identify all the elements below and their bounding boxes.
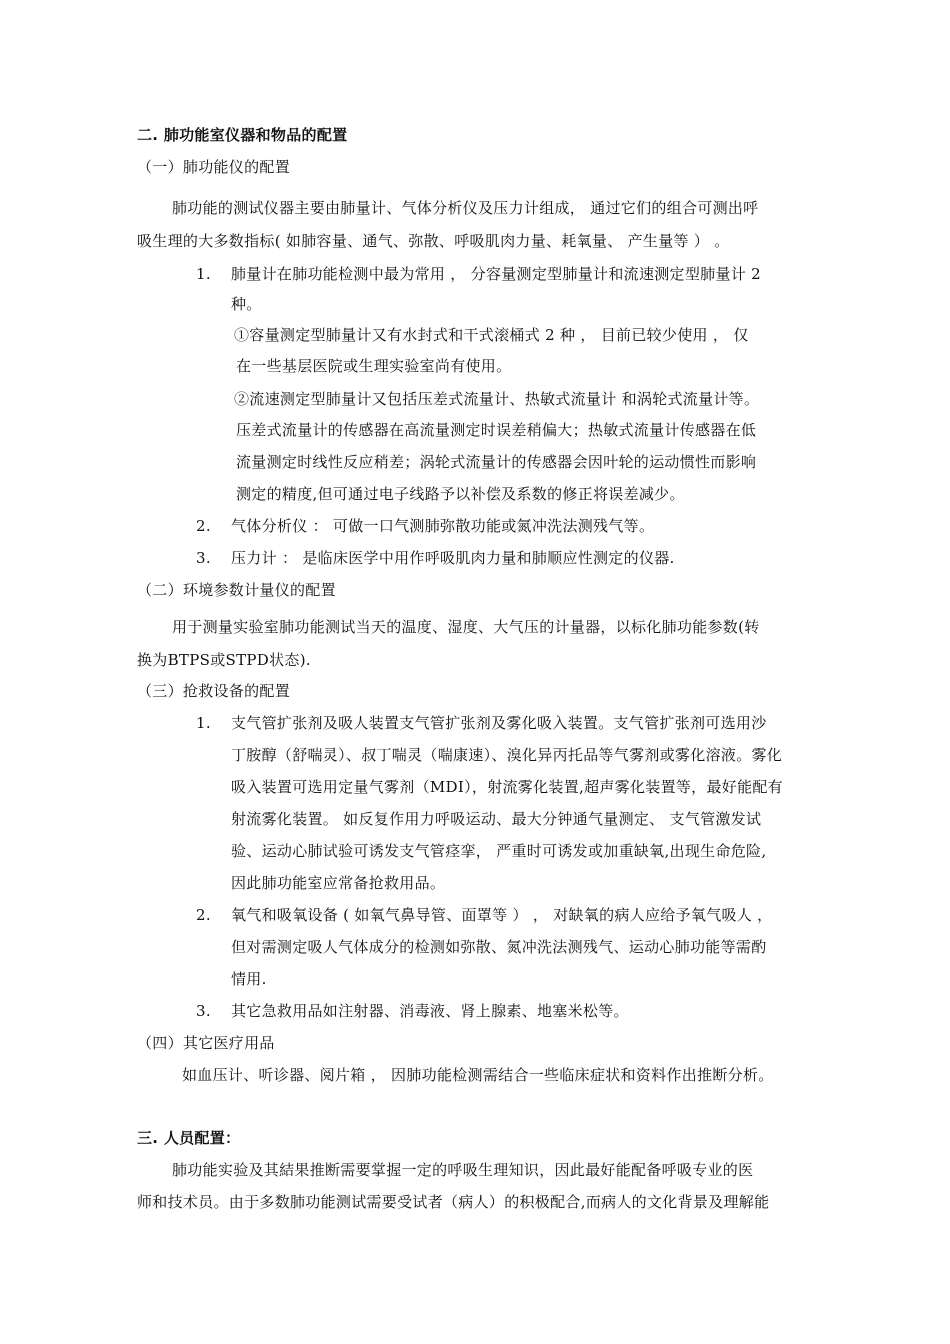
list-item-line: 验、运动心肺试验可诱发支气管痉挛， 严重时可诱发或加重缺氧,出现生命危险, [231,842,767,860]
list-item-line: 支气管扩张剂及吸人装置支气管扩张剂及雾化吸入装置。支气管扩张剂可选用沙 [231,714,767,732]
list-item-line: 因此肺功能室应常备抢救用品。 [231,874,446,892]
paragraph-line: 肺功能的测试仪器主要由肺量计、气体分析仪及压力计组成， 通过它们的组合可测出呼 [172,199,759,217]
sub-item-line: 流量测定时线性反应稍差；涡轮式流量计的传感器会因叶轮的运动惯性而影响 [236,453,757,471]
sub-item-line: ②流速测定型肺量计又包括压差式流量计、热敏式流量计 和涡轮式流量计等。 [234,390,760,408]
subsection-title: （三）抢救设备的配置 [137,682,291,700]
list-item-line: 丁胺醇（舒喘灵）、叔丁喘灵（喘康速）、溴化异丙托品等气雾剂或雾化溶液。雾化 [231,746,783,764]
subsection-title: （一）肺功能仪的配置 [137,158,291,176]
list-item-line: 其它急救用品如注射器、消毒液、肾上腺素、地塞米松等。 [231,1002,629,1020]
sub-item-line: 压差式流量计的传感器在高流量测定时误差稍偏大；热敏式流量计传感器在低 [236,421,757,439]
list-item-line: 压力计 ： 是临床医学中用作呼吸肌肉力量和肺顺应性测定的仪器. [231,549,675,567]
list-item-line: 射流雾化装置。 如反复作用力呼吸运动、最大分钟通气量测定、 支气管激发试 [231,810,762,828]
list-item-line: 情用. [231,970,267,988]
paragraph-line: 换为BTPS或STPD状态). [137,651,311,669]
sub-item-line: ①容量测定型肺量计又有水封式和干式滚桶式 2 种 ， 目前已较少使用 ， 仅 [234,326,749,344]
list-item-line: 气体分析仪 ： 可做一口气测肺弥散功能或氮冲洗法测残气等。 [231,517,655,535]
list-item-line: 吸入装置可选用定量气雾剂（MDI），射流雾化装置,超声雾化装置等，最好能配有 [231,778,783,796]
sub-item-line: 测定的精度,但可通过电子线路予以补偿及系数的修正将误差减少。 [236,485,685,503]
paragraph-line: 肺功能实验及其結果推断需要掌握一定的呼吸生理知识，因此最好能配备呼吸专业的医 [172,1161,754,1179]
list-item-line: 但对需测定吸人气体成分的检测如弥散、氮冲洗法测残气、运动心肺功能等需酌 [231,938,767,956]
section-heading: 二. 肺功能室仪器和物品的配置 [137,126,348,144]
list-number: 1. [196,265,211,283]
sub-item-line: 在一些基层医院或生理实验室尚有使用。 [236,357,512,375]
paragraph-line: 如血压计、听诊器、阅片箱 ， 因肺功能检测需结合一些临床症状和资料作出推断分析。 [182,1066,774,1084]
list-item-line: 肺量计在肺功能检测中最为常用 ， 分容量测定型肺量计和流速测定型肺量计 2 [231,265,761,283]
list-number: 2. [196,517,211,535]
paragraph-line: 师和技术员。由于多数肺功能测试需要受试者（病人）的积极配合,而病人的文化背景及理解能 [137,1193,770,1211]
paragraph-line: 吸生理的大多数指标( 如肺容量、通气、弥散、呼吸肌肉力量、耗氧量、 产生量等 ） 。 [137,232,730,250]
paragraph-line: 用于测量实验室肺功能测试当天的温度、湿度、大气压的计量器，以标化肺功能参数(转 [172,618,760,636]
list-item-line: 氧气和吸氧设备 ( 如氧气鼻导管、面罩等 ） ， 对缺氧的病人应给予氧气吸人 ， [231,906,773,924]
list-item-line: 种。 [231,295,262,313]
list-number: 1. [196,714,211,732]
section-heading: 三. 人员配置： [137,1129,241,1147]
subsection-title: （二）环境参数计量仪的配置 [137,581,336,599]
subsection-title: （四）其它医疗用品 [137,1034,275,1052]
list-number: 3. [196,549,211,567]
list-number: 3. [196,1002,211,1020]
list-number: 2. [196,906,211,924]
